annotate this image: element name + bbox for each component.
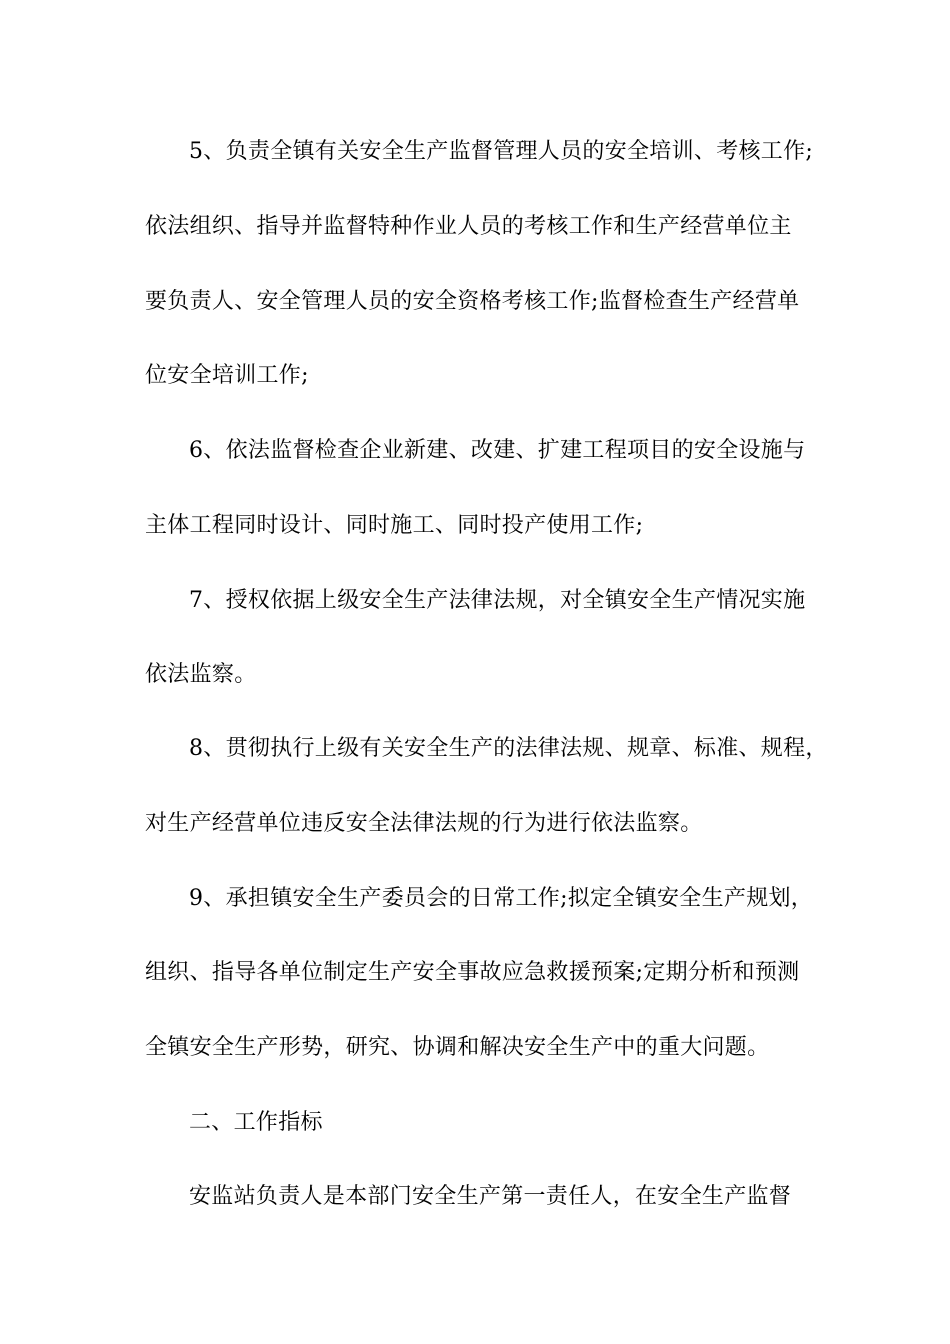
section-heading-work-indicators: 二、工作指标 xyxy=(189,1110,323,1135)
paragraph-5-line-1: 5、负责全镇有关安全生产监督管理人员的安全培训、考核工作; xyxy=(189,139,814,164)
paragraph-indicators-line-1: 安监站负责人是本部门安全生产第一责任人，在安全生产监督 xyxy=(189,1184,792,1209)
paragraph-7-line-2: 依法监察。 xyxy=(145,662,257,687)
paragraph-5-line-4: 位安全培训工作; xyxy=(145,363,309,388)
paragraph-7-line-1: 7、授权依据上级安全生产法律法规，对全镇安全生产情况实施 xyxy=(189,588,806,613)
paragraph-8-line-1: 8、贯彻执行上级有关安全生产的法律法规、规章、标准、规程， xyxy=(189,736,828,761)
paragraph-6-line-1: 6、依法监督检查企业新建、改建、扩建工程项目的安全设施与 xyxy=(189,438,806,463)
paragraph-9-line-2: 组织、指导各单位制定生产安全事故应急救援预案;定期分析和预测 xyxy=(145,960,800,985)
paragraph-5-line-2: 依法组织、指导并监督特种作业人员的考核工作和生产经营单位主 xyxy=(145,214,792,239)
paragraph-5-line-3: 要负责人、安全管理人员的安全资格考核工作;监督检查生产经营单 xyxy=(145,289,800,314)
paragraph-6-line-2: 主体工程同时设计、同时施工、同时投产使用工作; xyxy=(145,513,644,538)
paragraph-9-line-3: 全镇安全生产形势，研究、协调和解决安全生产中的重大问题。 xyxy=(145,1035,770,1060)
paragraph-9-line-1: 9、承担镇安全生产委员会的日常工作;拟定全镇安全生产规划， xyxy=(189,886,814,911)
paragraph-8-line-2: 对生产经营单位违反安全法律法规的行为进行依法监察。 xyxy=(145,811,703,836)
